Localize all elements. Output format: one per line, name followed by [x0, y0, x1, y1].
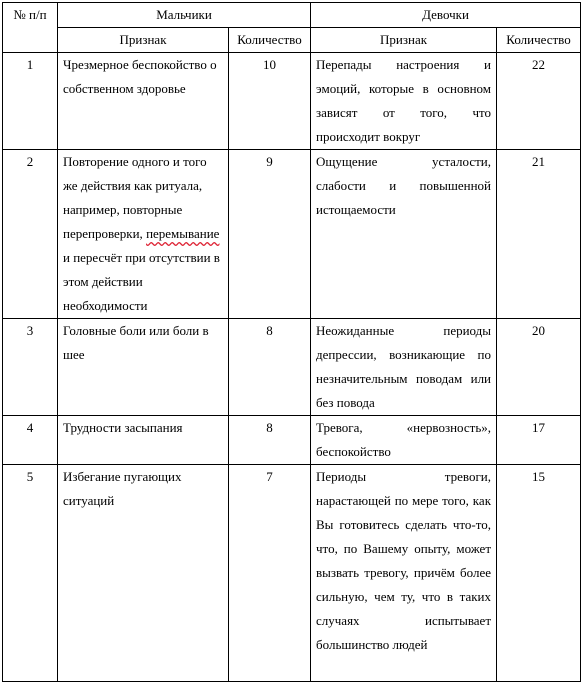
- boys-sign: Избегание пугающих ситуаций: [58, 465, 229, 682]
- table-row: [3, 150, 581, 319]
- row-num: 5: [3, 465, 58, 682]
- boys-sign: Чрезмерное беспокойство о собственном здоровье: [58, 53, 229, 150]
- header-row-sub: [3, 28, 581, 53]
- girls-count: 22: [497, 53, 581, 150]
- boys-sign: Трудности засыпания: [58, 416, 229, 465]
- header-num: № п/п: [3, 3, 58, 53]
- spellcheck-word: перемывание: [146, 226, 220, 241]
- girls-sign: Тревога, «нервозность», беспокойство: [311, 416, 497, 465]
- row-num: 1: [3, 53, 58, 150]
- header-boys-sign: Признак: [58, 28, 229, 53]
- boys-sign: [58, 150, 229, 319]
- table-row: [3, 465, 581, 682]
- boys-sign-part-a: Повторение одного и того же действия как ритуала, например, повторные перепроверки,: [63, 154, 207, 241]
- table-row: [3, 416, 581, 465]
- header-boys: Мальчики: [58, 3, 311, 28]
- header-girls-sign: Признак: [311, 28, 497, 53]
- boys-count: 10: [229, 53, 311, 150]
- table-row: [3, 53, 581, 150]
- girls-sign: Периоды тревоги, нарастающей по мере того, как Вы готовитесь сделать что-то, что, по Вашему опыту, может вызвать тревогу, причём более сильную, чем ту, что в таких случаях испытывает большинство людей: [311, 465, 497, 682]
- boys-sign-part-c: и пересчёт при отсутствии в этом действии необходимости: [63, 250, 220, 313]
- row-num: 4: [3, 416, 58, 465]
- boys-count: 9: [229, 150, 311, 319]
- row-num: 2: [3, 150, 58, 319]
- girls-count: 21: [497, 150, 581, 319]
- data-table: [2, 2, 581, 682]
- header-girls: Девочки: [311, 3, 581, 28]
- girls-sign: Перепады настроения и эмоций, которые в основном зависят от того, что происходит вокруг: [311, 53, 497, 150]
- girls-count: 17: [497, 416, 581, 465]
- boys-count: 8: [229, 416, 311, 465]
- header-boys-count: Количество: [229, 28, 311, 53]
- girls-sign: Неожиданные периоды депрессии, возникающие по незначительным поводам или без повода: [311, 319, 497, 416]
- boys-count: 8: [229, 319, 311, 416]
- boys-count: 7: [229, 465, 311, 682]
- girls-count: 15: [497, 465, 581, 682]
- header-row-top: [3, 3, 581, 28]
- boys-sign: Головные боли или боли в шее: [58, 319, 229, 416]
- girls-sign: Ощущение усталости, слабости и повышенной истощаемости: [311, 150, 497, 319]
- table-row: [3, 319, 581, 416]
- row-num: 3: [3, 319, 58, 416]
- header-girls-count: Количество: [497, 28, 581, 53]
- girls-count: 20: [497, 319, 581, 416]
